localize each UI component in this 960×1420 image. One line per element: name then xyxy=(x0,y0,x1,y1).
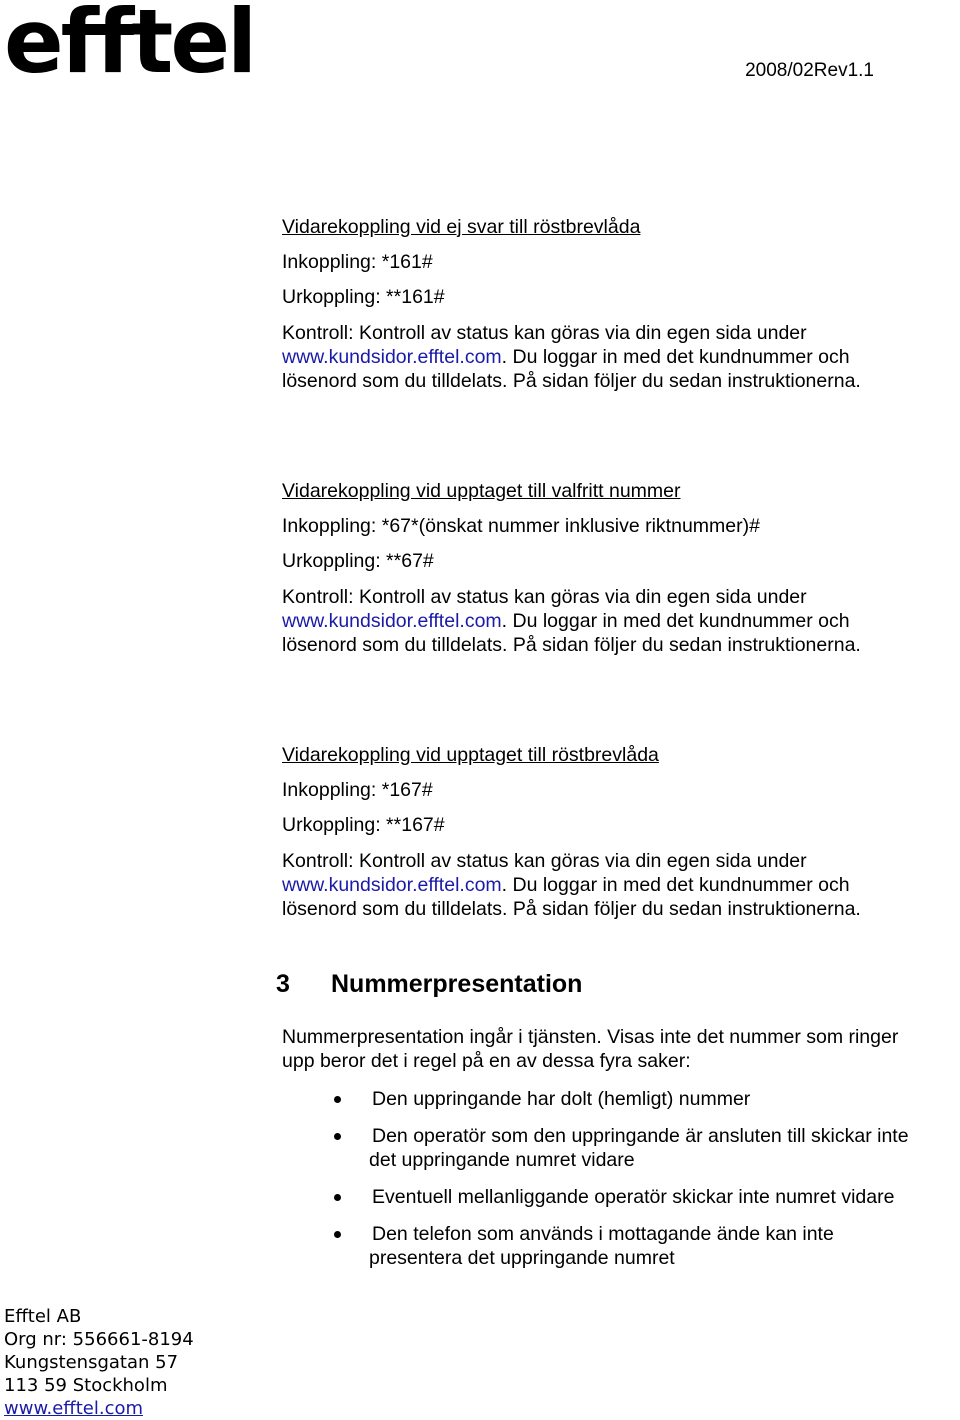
list-item xyxy=(334,1185,960,1209)
kontroll-line1: Kontroll: Kontroll av status kan göras via din egen sida under xyxy=(282,322,807,344)
kontroll-line2 xyxy=(282,345,960,369)
list-item-line1: Den telefon som används i mottagande ände kan inte xyxy=(372,1223,834,1245)
kontroll-line2 xyxy=(282,609,960,633)
footer-org-number: Org nr: 556661-8194 xyxy=(4,1329,194,1350)
inkoppling-text: Inkoppling: *167# xyxy=(282,779,433,801)
kontroll-line2 xyxy=(282,873,960,897)
list-item xyxy=(334,1087,960,1111)
bullet-icon xyxy=(334,1096,341,1103)
list-item xyxy=(334,1124,960,1172)
section-forward-busy-number xyxy=(282,480,960,657)
section-title: Vidarekoppling vid upptaget till röstbrevlåda xyxy=(282,744,659,766)
bullet-icon xyxy=(334,1194,341,1201)
kontroll-line3: lösenord som du tilldelats. På sidan följer du sedan instruktionerna. xyxy=(282,370,861,392)
urkoppling-text: Urkoppling: **67# xyxy=(282,550,434,572)
inkoppling-text: Inkoppling: *161# xyxy=(282,251,433,273)
urkoppling-text: Urkoppling: **167# xyxy=(282,814,445,836)
efftel-logo-graphic xyxy=(4,0,274,82)
intro-line1: Nummerpresentation ingår i tjänsten. Visas inte det nummer som ringer xyxy=(282,1026,899,1048)
kontroll-line3: lösenord som du tilldelats. På sidan följer du sedan instruktionerna. xyxy=(282,898,861,920)
list-item-line2: presentera det uppringande numret xyxy=(369,1247,675,1269)
heading-text: Nummerpresentation xyxy=(331,970,583,998)
footer-website-link[interactable]: www.efftel.com xyxy=(4,1398,144,1419)
footer-city: 113 59 Stockholm xyxy=(4,1375,168,1396)
list-item xyxy=(334,1222,960,1270)
kontroll-line2-rest: . Du loggar in med det kundnummer och xyxy=(501,346,850,368)
footer-street: Kungstensgatan 57 xyxy=(4,1352,179,1373)
kundsidor-link[interactable]: www.kundsidor.efftel.com xyxy=(282,874,502,896)
section-title: Vidarekoppling vid upptaget till valfritt nummer xyxy=(282,480,681,502)
intro-paragraph xyxy=(282,1025,960,1073)
section-forward-busy-voicemail xyxy=(282,744,960,921)
reasons-list xyxy=(334,1087,960,1283)
kundsidor-link[interactable]: www.kundsidor.efftel.com xyxy=(282,346,502,368)
list-item-line1: Eventuell mellanliggande operatör skickar inte numret vidare xyxy=(372,1186,895,1208)
list-item-line1: Den uppringande har dolt (hemligt) nummer xyxy=(372,1088,751,1110)
list-item-line2: det uppringande numret vidare xyxy=(369,1149,635,1171)
list-item-line1: Den operatör som den uppringande är ansluten till skickar inte xyxy=(372,1125,909,1147)
inkoppling-text: Inkoppling: *67*(önskat nummer inklusive riktnummer)# xyxy=(282,515,760,537)
bullet-icon xyxy=(334,1133,341,1140)
intro-line2: upp beror det i regel på en av dessa fyra saker: xyxy=(282,1050,691,1072)
kontroll-line1: Kontroll: Kontroll av status kan göras via din egen sida under xyxy=(282,586,807,608)
section-title: Vidarekoppling vid ej svar till röstbrevlåda xyxy=(282,216,641,238)
kontroll-line3: lösenord som du tilldelats. På sidan följer du sedan instruktionerna. xyxy=(282,634,861,656)
kontroll-line2-rest: . Du loggar in med det kundnummer och xyxy=(501,874,850,896)
efftel-logo xyxy=(4,0,274,87)
kontroll-line2-rest: . Du loggar in med det kundnummer och xyxy=(501,610,850,632)
kontroll-line1: Kontroll: Kontroll av status kan göras via din egen sida under xyxy=(282,850,807,872)
revision-label: 2008/02Rev1.1 xyxy=(745,60,874,81)
heading-number: 3 xyxy=(276,970,290,998)
svg-text:efftel: efftel xyxy=(4,0,255,82)
footer-address xyxy=(4,1305,194,1420)
section-forward-no-answer xyxy=(282,216,960,393)
footer-company: Efftel AB xyxy=(4,1306,82,1327)
bullet-icon xyxy=(334,1231,341,1238)
urkoppling-text: Urkoppling: **161# xyxy=(282,286,445,308)
section-heading xyxy=(276,970,582,999)
kundsidor-link[interactable]: www.kundsidor.efftel.com xyxy=(282,610,502,632)
